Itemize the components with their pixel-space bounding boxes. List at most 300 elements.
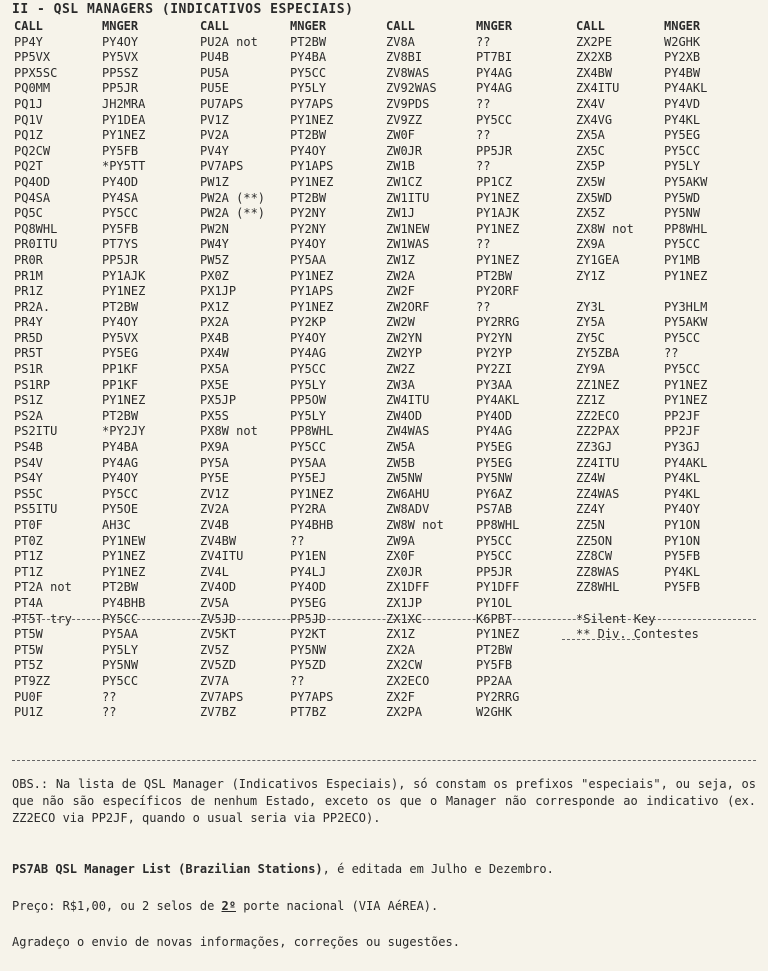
call-cell: ZY1GEA (576, 252, 620, 267)
manager-cell: *PY5TT (102, 159, 146, 174)
manager-cell: PY5AA (290, 252, 327, 267)
call-cell: ZX1JP (386, 595, 423, 610)
table-row (14, 549, 760, 565)
manager-cell: PP8WHL (664, 221, 708, 236)
manager-cell: PY5CC (290, 440, 327, 455)
table-row (14, 518, 760, 534)
call-cell: ZY5ZBA (576, 346, 620, 361)
table-row (14, 222, 760, 238)
manager-cell: PY7APS (290, 689, 334, 704)
manager-cell: PP8WHL (290, 424, 334, 439)
call-cell: PQ5C (14, 206, 43, 221)
call-cell: ZX1DFF (386, 580, 430, 595)
call-cell: PR0R (14, 252, 43, 267)
call-cell: PT5W (14, 642, 43, 657)
call-cell: PX1Z (200, 299, 229, 314)
list-schedule: , é editada em Julho e Dezembro. (322, 862, 554, 876)
call-cell: ** Div. Contestes (576, 627, 699, 642)
manager-cell: PT2BW (476, 268, 513, 283)
divider (12, 760, 756, 761)
call-cell: ZZ2PAX (576, 424, 620, 439)
manager-cell: PY2YP (476, 346, 513, 361)
call-cell: PQ1V (14, 112, 43, 127)
manager-cell: PY5LY (102, 642, 139, 657)
manager-cell: PY3HLM (664, 299, 708, 314)
call-cell: PT4A (14, 595, 43, 610)
manager-cell: PY4OY (102, 471, 139, 486)
divider (12, 619, 756, 620)
page-title: II - QSL MANAGERS (INDICATIVOS ESPECIAIS) (12, 2, 354, 17)
manager-cell: ?? (102, 705, 117, 720)
call-cell: ZX5WD (576, 190, 613, 205)
call-cell: PQ4SA (14, 190, 51, 205)
manager-cell: K6PBT (476, 611, 513, 626)
table-row (14, 580, 760, 596)
call-cell: ZW5NW (386, 471, 423, 486)
manager-cell: PY5CC (102, 486, 139, 501)
call-cell: ZY1Z (576, 268, 605, 283)
manager-cell: PY4OY (290, 143, 327, 158)
manager-cell: PY1NEZ (290, 174, 334, 189)
manager-cell: PY1APS (290, 284, 334, 299)
manager-cell: PP2JF (664, 424, 701, 439)
call-cell: ZW1Z (386, 252, 415, 267)
manager-cell: PP5SZ (102, 65, 139, 80)
call-cell: ZW8ADV (386, 502, 430, 517)
manager-cell: PY6AZ (476, 486, 513, 501)
call-cell: ZW1WAS (386, 237, 430, 252)
call-cell: ZV7APS (200, 689, 244, 704)
manager-cell: ?? (476, 299, 491, 314)
call-cell: ZX9A (576, 237, 605, 252)
manager-cell: PY2KP (290, 315, 327, 330)
manager-cell: PY3GJ (664, 440, 701, 455)
call-cell: ZV1Z (200, 486, 229, 501)
manager-cell: PY2KT (290, 627, 327, 642)
table-row (14, 269, 760, 285)
manager-cell: PY5CC (290, 362, 327, 377)
table-row (14, 596, 760, 612)
call-cell: PQ1Z (14, 128, 43, 143)
call-cell: PT2A not (14, 580, 72, 595)
manager-cell: PY5CC (476, 112, 513, 127)
manager-cell: PY4AKL (476, 393, 520, 408)
call-cell: PT1Z (14, 549, 43, 564)
call-cell: PR1Z (14, 284, 43, 299)
manager-cell: PP5OW (290, 393, 327, 408)
manager-cell: PY5FB (664, 549, 701, 564)
manager-cell: PT2BW (290, 128, 327, 143)
manager-cell: PY4OY (664, 502, 701, 517)
call-cell: ZV8WAS (386, 65, 430, 80)
manager-cell: PY1EN (290, 549, 327, 564)
call-cell: ZW5B (386, 455, 415, 470)
manager-cell: PY4OD (290, 580, 327, 595)
call-cell: PX4W (200, 346, 229, 361)
call-cell: ZW0JR (386, 143, 423, 158)
manager-cell: PY5CC (664, 237, 701, 252)
manager-cell: PY3AA (476, 377, 513, 392)
call-cell: ZW4WAS (386, 424, 430, 439)
manager-cell: PY1AJK (102, 268, 146, 283)
manager-cell: PY2NY (290, 206, 327, 221)
manager-cell: ?? (102, 689, 117, 704)
manager-cell: ?? (290, 533, 305, 548)
call-cell: ZX2ECO (386, 673, 430, 688)
table-row (14, 643, 760, 659)
table-row (14, 705, 760, 721)
call-cell: PPX5SC (14, 65, 58, 80)
manager-cell: PY1NEZ (290, 268, 334, 283)
manager-cell: PY4SA (102, 190, 139, 205)
call-cell: ZX1Z (386, 627, 415, 642)
call-cell: ZX2PA (386, 705, 423, 720)
call-cell: ZX2A (386, 642, 415, 657)
manager-cell: PY5FB (102, 221, 139, 236)
call-cell: ZW2W (386, 315, 415, 330)
list-info (12, 861, 756, 878)
call-cell: PV1Z (200, 112, 229, 127)
manager-cell: PY5CC (476, 549, 513, 564)
manager-cell: PY5FB (102, 143, 139, 158)
call-cell: ZW2YN (386, 330, 423, 345)
manager-cell: PY1APS (290, 159, 334, 174)
call-cell: ZZ5N (576, 518, 605, 532)
table-row (14, 627, 760, 643)
call-cell: ZW9A (386, 533, 415, 548)
call-cell: ZV4B (200, 518, 229, 532)
table-row (14, 534, 760, 550)
call-cell: PS1RP (14, 377, 51, 392)
call-cell: ZV4BW (200, 533, 237, 548)
manager-cell: PY5VX (102, 330, 139, 345)
call-cell: ZW3A (386, 377, 415, 392)
call-cell: PS1Z (14, 393, 43, 408)
manager-cell: PY4BA (102, 440, 139, 455)
manager-cell: PY5EG (476, 440, 513, 455)
manager-cell: PY1AJK (476, 206, 520, 221)
call-cell: ZZ8CW (576, 549, 613, 564)
call-cell: PS4V (14, 455, 43, 470)
manager-cell: PY5OE (102, 502, 139, 517)
call-cell: PQ2T (14, 159, 43, 174)
call-cell: ZV2A (200, 502, 229, 517)
header-mnger: MNGER (290, 19, 327, 33)
manager-cell: PY5VX (102, 50, 139, 65)
manager-cell: PY2RRG (476, 315, 520, 330)
manager-cell: PY4OD (476, 408, 513, 423)
manager-cell: PY5EJ (290, 471, 327, 486)
call-cell: ZY5C (576, 330, 605, 345)
manager-cell: PY4AKL (664, 455, 708, 470)
call-cell: PX1JP (200, 284, 237, 299)
call-cell: ZX0JR (386, 564, 423, 579)
call-cell: ZX2CW (386, 658, 423, 673)
call-cell: ZX4BW (576, 65, 613, 80)
manager-cell: PY5CC (476, 533, 513, 548)
call-cell: PS4Y (14, 471, 43, 486)
table-row (14, 300, 760, 316)
call-cell: ZX4V (576, 96, 605, 111)
call-cell: PQ8WHL (14, 221, 58, 236)
manager-cell: PP1CZ (476, 174, 513, 189)
call-cell: ZW8W not (386, 518, 444, 532)
call-cell: ZY5A (576, 315, 605, 330)
manager-cell: PT2BW (102, 408, 139, 423)
call-cell: ZV5ZD (200, 658, 237, 673)
call-cell: PT0F (14, 518, 43, 532)
table-row (14, 35, 760, 51)
call-cell: PU1Z (14, 705, 43, 720)
call-cell: ZY3L (576, 299, 605, 314)
manager-cell: PY4OY (290, 330, 327, 345)
manager-cell: ?? (476, 237, 491, 252)
manager-cell: PP8WHL (476, 518, 520, 532)
call-cell: ZV8BI (386, 50, 423, 65)
manager-cell: PY4AG (476, 65, 513, 80)
table-header (14, 19, 760, 35)
manager-cell: PY2RA (290, 502, 327, 517)
call-cell: ZW1J (386, 206, 415, 221)
call-cell: ZZ8WAS (576, 564, 620, 579)
header-call: CALL (14, 19, 43, 33)
manager-cell: PY1NEZ (476, 252, 520, 267)
manager-cell: PY5AKW (664, 315, 708, 330)
manager-cell: PY1NEZ (476, 221, 520, 236)
manager-cell: PY5LY (290, 408, 327, 423)
call-cell: ZW2YP (386, 346, 423, 361)
price-ordinal: 2º (221, 899, 236, 913)
call-cell: PV2A (200, 128, 229, 143)
call-cell: ZW4OD (386, 408, 423, 423)
call-cell: ZX2PE (576, 34, 613, 49)
call-cell: ZV5KT (200, 627, 237, 642)
manager-cell: PY5AA (102, 627, 139, 642)
call-cell: ZV9PDS (386, 96, 430, 111)
table-row (14, 253, 760, 269)
price-text: Preço: R$1,00, ou 2 selos de (12, 899, 222, 913)
call-cell: PW2A (**) (200, 190, 266, 205)
call-cell: ZW1B (386, 159, 415, 174)
manager-cell: PY5WD (664, 190, 701, 205)
call-cell: PU0F (14, 689, 43, 704)
table-row (14, 658, 760, 674)
call-cell: PX2A (200, 315, 229, 330)
call-cell: ZX2XB (576, 50, 613, 65)
manager-cell: JH2MRA (102, 96, 146, 111)
manager-cell: PY5NW (664, 206, 701, 221)
call-cell: PU7APS (200, 96, 244, 111)
call-cell: ZX5C (576, 143, 605, 158)
call-cell: ZZ1Z (576, 393, 605, 408)
manager-cell: PP2JF (664, 408, 701, 423)
call-cell: ZX0F (386, 549, 415, 564)
manager-cell: PY4AG (102, 455, 139, 470)
call-cell: ZW1NEW (386, 221, 430, 236)
manager-cell: PY5NW (290, 642, 327, 657)
manager-cell: PY2XB (664, 50, 701, 65)
call-cell: ZV9ZZ (386, 112, 423, 127)
call-cell: ZX5Z (576, 206, 605, 221)
manager-cell: PY1NEZ (476, 627, 520, 642)
call-cell: PX0Z (200, 268, 229, 283)
manager-cell: PY5CC (664, 143, 701, 158)
call-cell: ZZ4Y (576, 502, 605, 517)
manager-cell: PY1NEZ (102, 128, 146, 143)
manager-cell: PP5JR (476, 564, 513, 579)
call-cell: ZW2A (386, 268, 415, 283)
call-cell: PW1Z (200, 174, 229, 189)
call-cell: ZZ2ECO (576, 408, 620, 423)
manager-cell: W2GHK (664, 34, 701, 49)
call-cell: ZV7BZ (200, 705, 237, 720)
table-row (14, 471, 760, 487)
call-cell: ZX5W (576, 174, 605, 189)
list-name: PS7AB QSL Manager List (Brazilian Stations) (12, 862, 323, 876)
table-row (14, 393, 760, 409)
call-cell: ZW2ORF (386, 299, 430, 314)
manager-cell: PY5LY (290, 81, 327, 96)
header-mnger: MNGER (476, 19, 513, 33)
call-cell: PP4Y (14, 34, 43, 49)
manager-cell: PY1NEZ (102, 393, 146, 408)
call-cell: ZW2F (386, 284, 415, 299)
call-cell: ZW0F (386, 128, 415, 143)
manager-cell: PY4AG (476, 424, 513, 439)
manager-cell: PP5JD (290, 611, 327, 626)
call-cell: PT5Z (14, 658, 43, 673)
manager-cell: PY1NEW (102, 533, 146, 548)
table-row (14, 362, 760, 378)
manager-cell: PY2NY (290, 221, 327, 236)
manager-cell: AH3C (102, 518, 131, 532)
table-row (14, 97, 760, 113)
call-cell: ZV5JD (200, 611, 237, 626)
manager-cell: PY5EG (102, 346, 139, 361)
call-cell: PT5W (14, 627, 43, 642)
manager-cell: *PY2JY (102, 424, 146, 439)
manager-cell: PY2ORF (476, 284, 520, 299)
manager-cell: PP5JR (476, 143, 513, 158)
call-cell: PT5T try (14, 611, 72, 626)
call-cell: PT0Z (14, 533, 43, 548)
call-cell: PQ1J (14, 96, 43, 111)
call-cell: PU2A not (200, 34, 258, 49)
call-cell: PX5A (200, 362, 229, 377)
manager-cell: PY4BW (664, 65, 701, 80)
manager-cell: PY4OD (102, 174, 139, 189)
manager-cell: PY1NEZ (290, 112, 334, 127)
call-cell: *Silent Key (576, 611, 656, 626)
table-row (14, 565, 760, 581)
manager-cell: PS7AB (476, 502, 513, 517)
manager-cell: PY4AG (290, 346, 327, 361)
call-cell: ZZ4W (576, 471, 605, 486)
call-cell: PR1M (14, 268, 43, 283)
manager-cell: PY5AA (290, 455, 327, 470)
manager-cell: PY5CC (102, 673, 139, 688)
manager-cell: PY5CC (102, 206, 139, 221)
call-cell: ZV7A (200, 673, 229, 688)
manager-cell: PY5AKW (664, 174, 708, 189)
table-row (14, 315, 760, 331)
table-row (14, 128, 760, 144)
call-cell: PS4B (14, 440, 43, 455)
header-mnger: MNGER (102, 19, 139, 33)
call-cell: PS2A (14, 408, 43, 423)
manager-cell: PY1NEZ (476, 190, 520, 205)
manager-cell: PY1DEA (102, 112, 146, 127)
call-cell: ZW1CZ (386, 174, 423, 189)
call-cell: ZV4ITU (200, 549, 244, 564)
header-call: CALL (386, 19, 415, 33)
manager-cell: PY5NW (476, 471, 513, 486)
manager-cell: PY1NEZ (290, 299, 334, 314)
manager-cell: PT2BW (102, 580, 139, 595)
manager-cell: PY5CC (290, 65, 327, 80)
table-row (14, 409, 760, 425)
call-cell: ZV4OD (200, 580, 237, 595)
manager-cell: PY4BHB (290, 518, 334, 532)
table-row (14, 206, 760, 222)
manager-cell: PY5LY (664, 159, 701, 174)
manager-cell: PY1OL (476, 595, 513, 610)
table-row (14, 113, 760, 129)
manager-cell: PY1NEZ (664, 268, 708, 283)
manager-cell: PY4BHB (102, 595, 146, 610)
call-cell: ZZ4ITU (576, 455, 620, 470)
manager-cell: PY1NEZ (102, 284, 146, 299)
manager-cell: PY5LY (290, 377, 327, 392)
price-info (12, 898, 756, 915)
manager-cell: PT2BW (102, 299, 139, 314)
call-cell: ZW6AHU (386, 486, 430, 501)
call-cell: PW5Z (200, 252, 229, 267)
call-cell: PS5C (14, 486, 43, 501)
call-cell: ZZ4WAS (576, 486, 620, 501)
manager-cell: PY4OY (102, 34, 139, 49)
call-cell: PS1R (14, 362, 43, 377)
call-cell: ZX2F (386, 689, 415, 704)
call-cell: ZW4ITU (386, 393, 430, 408)
table-row (14, 284, 760, 300)
call-cell: PU5A (200, 65, 229, 80)
manager-cell: W2GHK (476, 705, 513, 720)
call-cell: PW2N (200, 221, 229, 236)
thanks-note: Agradeço o envio de novas informações, correções ou sugestões. (12, 935, 460, 949)
manager-cell: PY4VD (664, 96, 701, 111)
manager-cell: PY4LJ (290, 564, 327, 579)
table-row (14, 487, 760, 503)
call-cell: PR2A. (14, 299, 51, 314)
call-cell: ZV92WAS (386, 81, 437, 96)
call-cell: PX5E (200, 377, 229, 392)
manager-cell: PY5EG (476, 455, 513, 470)
call-cell: PX5S (200, 408, 229, 423)
call-cell: PT1Z (14, 564, 43, 579)
call-cell: ZX5P (576, 159, 605, 174)
manager-cell: PY2ZI (476, 362, 513, 377)
manager-cell: PT2BW (290, 34, 327, 49)
manager-cell: PY5CC (664, 330, 701, 345)
manager-cell: PY4KL (664, 112, 701, 127)
call-cell: PW4Y (200, 237, 229, 252)
obs-note: OBS.: Na lista de QSL Manager (Indicativos Especiais), só constam os prefixos "especiais", ou seja, os que não são específicos de nenhum Estado, exceto os que o Manager não corresponde ao indicativo (ex. ZZ2ECO via PP2JF, quando o usual seria via PP2ECO). (12, 777, 756, 825)
price-text-end: porte nacional (VIA AéREA). (235, 899, 439, 913)
call-cell: ZX5A (576, 128, 605, 143)
table-row (14, 424, 760, 440)
call-cell: ZX8W not (576, 221, 634, 236)
